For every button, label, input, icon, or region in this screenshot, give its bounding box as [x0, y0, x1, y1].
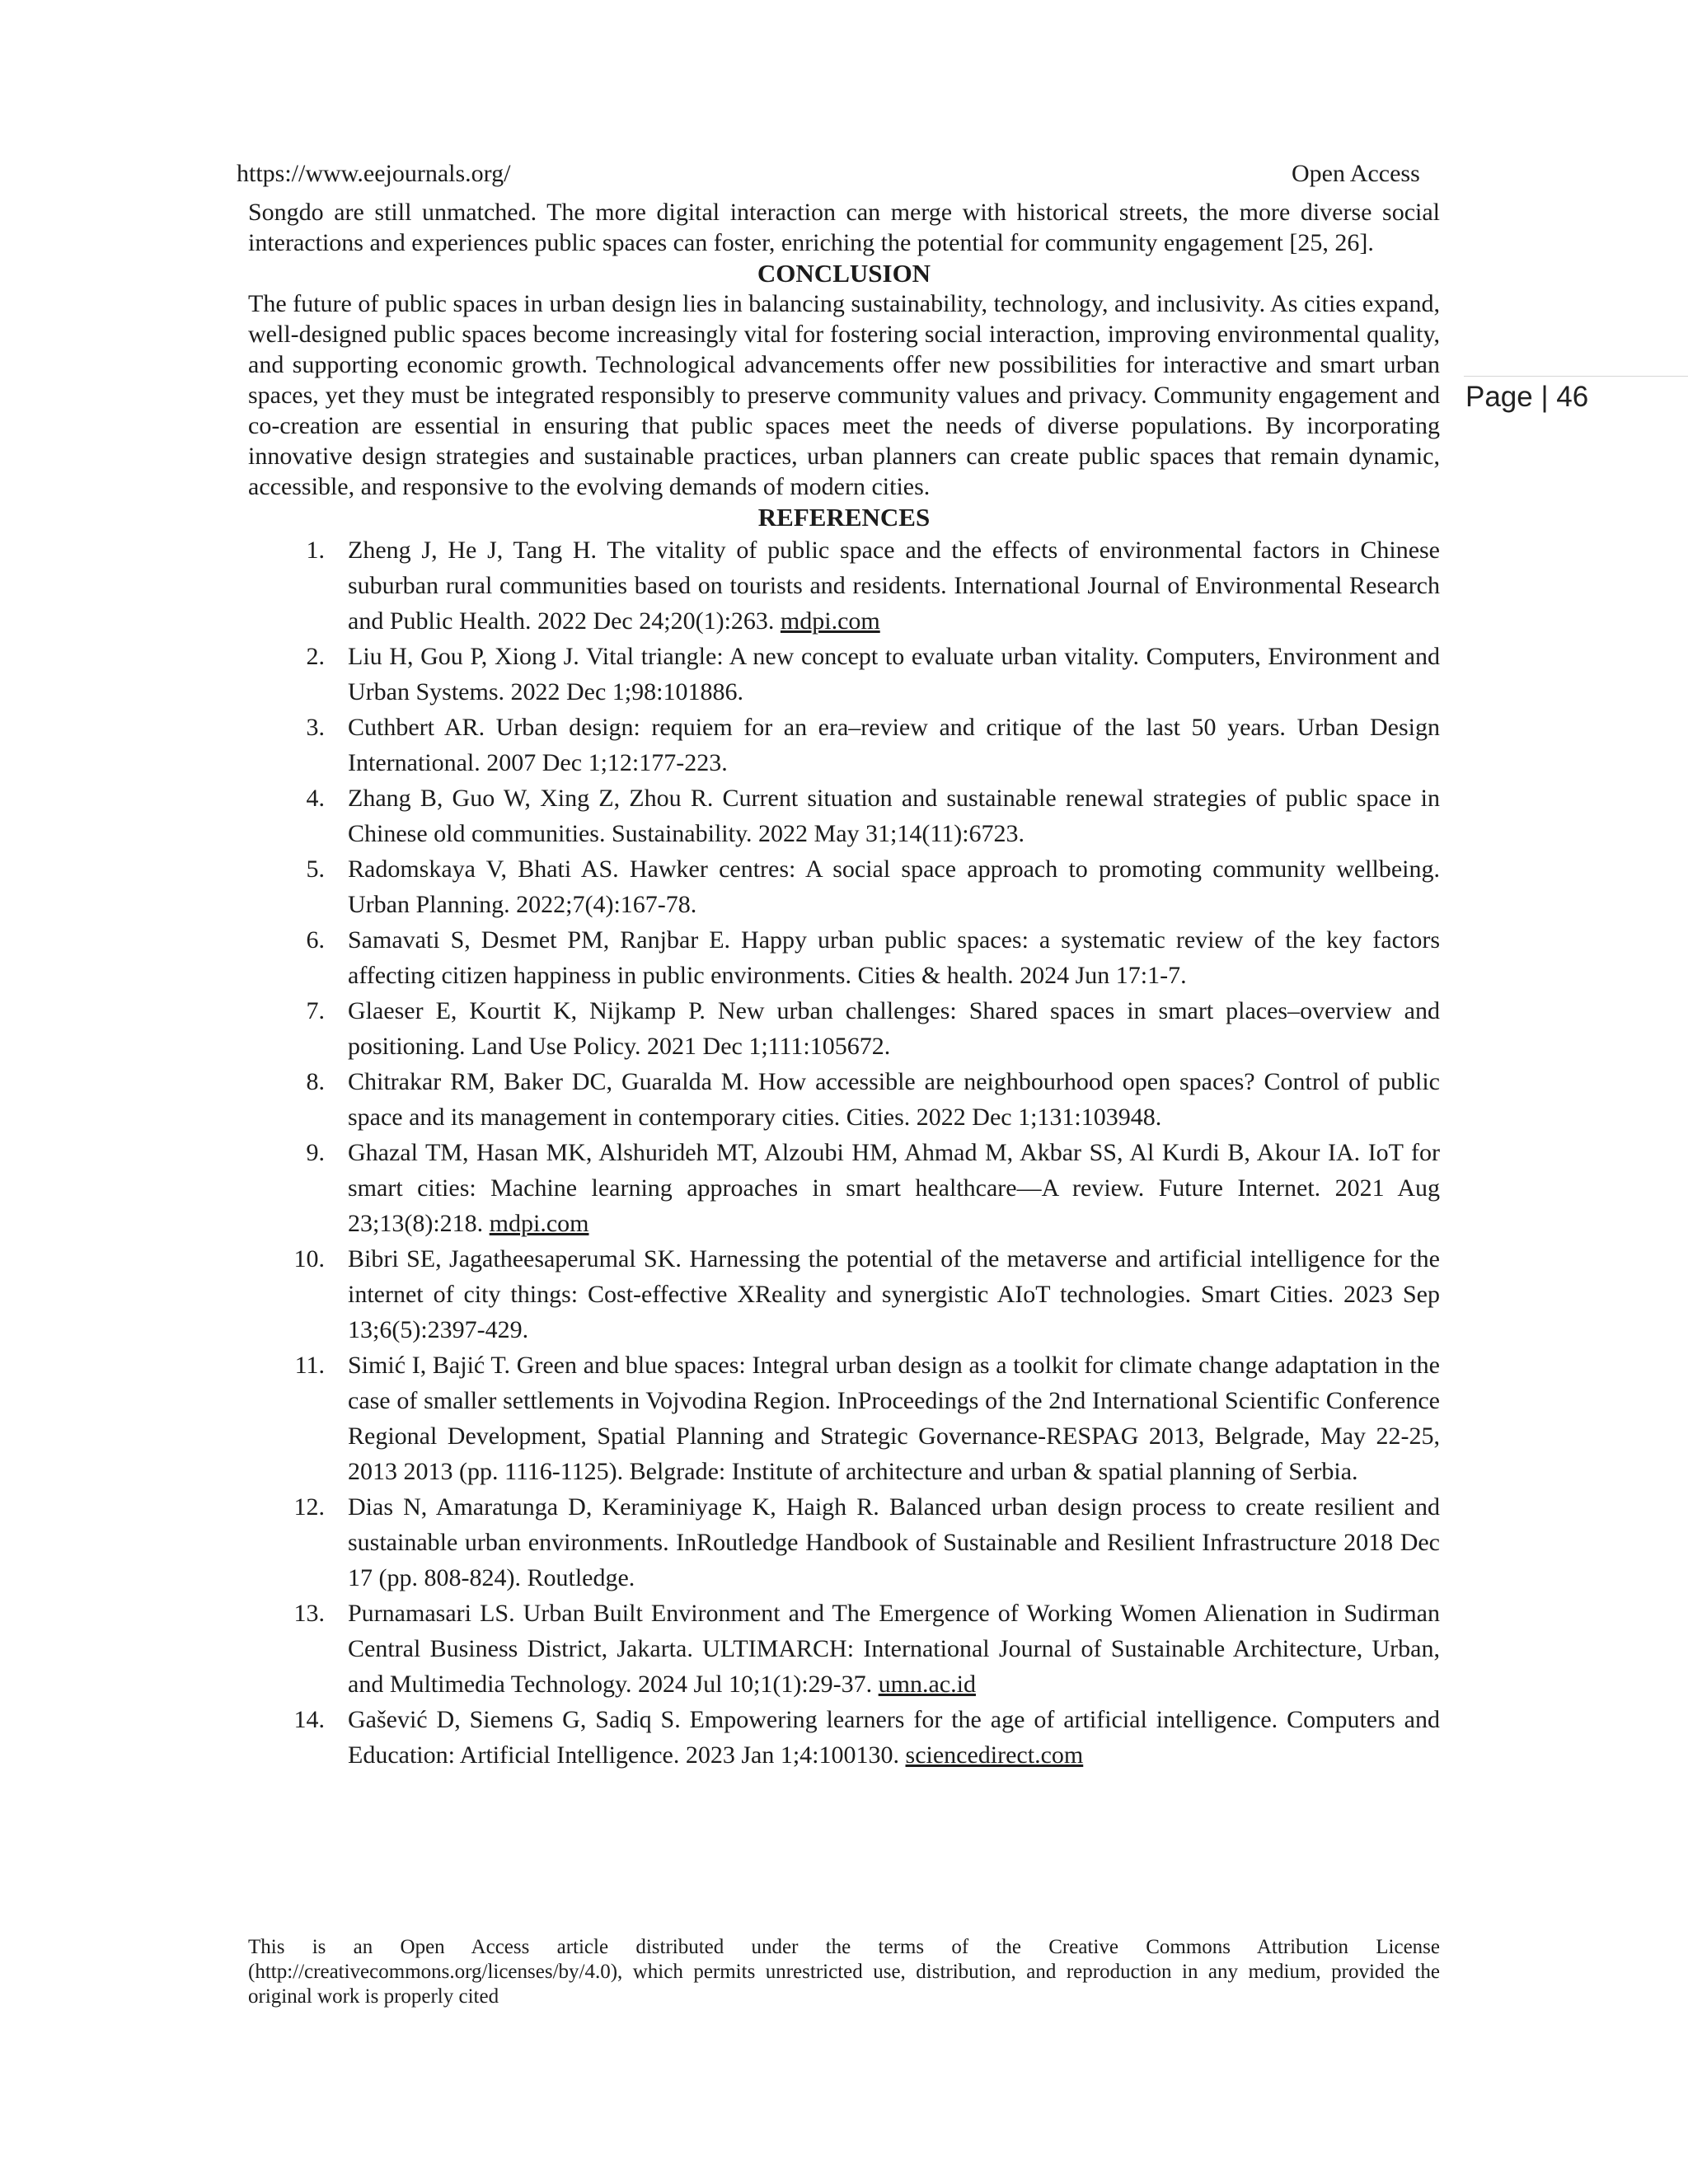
reference-text: Samavati S, Desmet PM, Ranjbar E. Happy urban public spaces: a systematic review of the key factors affecting citizen happiness in public environments. Cities & health. 2024 Jun 17:1-7. [348, 926, 1440, 989]
reference-number: 11. [294, 1352, 325, 1379]
reference-number: 10. [293, 1245, 325, 1272]
reference-link[interactable]: sciencedirect.com [905, 1741, 1084, 1769]
reference-item [248, 1596, 1440, 1702]
intro-paragraph: Songdo are still unmatched. The more digital interaction can merge with historical streets, the more diverse social interactions and experiences public spaces can foster, enriching the potential for community engagement [25, 26]. [248, 199, 1440, 256]
reference-number: 2. [306, 643, 325, 670]
reference-number: 6. [306, 926, 325, 954]
conclusion-heading: CONCLUSION [757, 259, 931, 288]
reference-link[interactable]: mdpi.com [780, 607, 880, 635]
reference-item [248, 851, 1440, 922]
reference-number: 7. [306, 997, 325, 1024]
reference-item [248, 780, 1440, 851]
reference-text: Purnamasari LS. Urban Built Environment and The Emergence of Working Women Alienation in Sudirman Central Business District, Jakarta. ULTIMARCH: International Journal of Sustainable Architecture, Urban, and Multimedia Technology. 2024 Jul 10;1(1):29-37. [348, 1600, 1440, 1698]
reference-item [248, 639, 1440, 710]
reference-number: 5. [306, 855, 325, 883]
reference-text: Gašević D, Siemens G, Sadiq S. Empowering learners for the age of artificial intelligence. Computers and Education: Artificial Intelligence. 2023 Jan 1;4:100130. [348, 1706, 1440, 1769]
reference-item [248, 1241, 1440, 1347]
reference-text: Dias N, Amaratunga D, Keraminiyage K, Haigh R. Balanced urban design process to create resilient and sustainable urban environments. InRoutledge Handbook of Sustainable and Resilient Infrastructure 2018 Dec 17 (pp. 808-824). Routledge. [348, 1493, 1440, 1591]
reference-number: 4. [306, 785, 325, 812]
reference-item [248, 1064, 1440, 1135]
conclusion-paragraph: The future of public spaces in urban design lies in balancing sustainability, technology, and inclusivity. As cities expand, well-designed public spaces become increasingly vital for fostering social interaction, improving environmental quality, and supporting economic growth. Technological advancements offer new possibilities for interactive and smart urban spaces, yet they must be integrated responsibly to preserve community values and privacy. Community engagement and co-creation are essential in ensuring that public spaces meet the needs of diverse populations. By incorporating innovative design strategies and sustainable practices, urban planners can create public spaces that remain dynamic, accessible, and responsive to the evolving demands of modern cities. [248, 290, 1440, 500]
license-footer: This is an Open Access article distributed under the terms of the Creative Commons Attribution License (http://creativecommons.org/licenses/by/4.0), which permits unrestricted use, distribution, and reproduction in any medium, provided the original work is properly cited [248, 1936, 1440, 2008]
reference-number: 13. [293, 1600, 325, 1627]
reference-text: Glaeser E, Kourtit K, Nijkamp P. New urban challenges: Shared spaces in smart places–overview and positioning. Land Use Policy. 2021 Dec 1;111:105672. [348, 997, 1440, 1060]
reference-text: Zheng J, He J, Tang H. The vitality of public space and the effects of environmental factors in Chinese suburban rural communities based on tourists and residents. International Journal of Environmental Research and Public Health. 2022 Dec 24;20(1):263. [348, 537, 1440, 635]
reference-item [248, 710, 1440, 780]
reference-number: 1. [306, 537, 325, 564]
reference-item [248, 532, 1440, 639]
reference-number: 12. [293, 1493, 325, 1521]
reference-item [248, 1702, 1440, 1773]
open-access-label: Open Access [1292, 160, 1420, 187]
reference-text: Radomskaya V, Bhati AS. Hawker centres: A social space approach to promoting community wellbeing. Urban Planning. 2022;7(4):167-78. [348, 855, 1440, 918]
reference-number: 3. [306, 714, 325, 741]
reference-text: Ghazal TM, Hasan MK, Alshurideh MT, Alzoubi HM, Ahmad M, Akbar SS, Al Kurdi B, Akour IA. IoT for smart cities: Machine learning approaches in smart healthcare—A review. Future Internet. 2021 Aug 23;13(8):218. [348, 1139, 1440, 1237]
reference-text: Chitrakar RM, Baker DC, Guaralda M. How accessible are neighbourhood open spaces? Control of public space and its management in contemporary cities. Cities. 2022 Dec 1;131:103948. [348, 1068, 1440, 1131]
reference-text: Bibri SE, Jagatheesaperumal SK. Harnessing the potential of the metaverse and artificial intelligence for the internet of city things: Cost-effective XReality and synergistic AIoT technologies. Smart Cities. 2023 Sep 13;6(5):2397-429. [348, 1245, 1440, 1343]
reference-item [248, 1135, 1440, 1241]
reference-link[interactable]: umn.ac.id [878, 1671, 976, 1698]
page-number-rule [1464, 376, 1688, 377]
reference-text: Cuthbert AR. Urban design: requiem for an era–review and critique of the last 50 years. Urban Design International. 2007 Dec 1;12:177-223. [348, 714, 1440, 776]
reference-item [248, 1347, 1440, 1489]
reference-item [248, 993, 1440, 1064]
reference-number: 9. [306, 1139, 325, 1166]
reference-item [248, 922, 1440, 993]
references-heading: REFERENCES [757, 503, 931, 532]
reference-text: Zhang B, Guo W, Xing Z, Zhou R. Current situation and sustainable renewal strategies of public space in Chinese old communities. Sustainability. 2022 May 31;14(11):6723. [348, 785, 1440, 847]
reference-number: 14. [293, 1706, 325, 1733]
reference-number: 8. [306, 1068, 325, 1095]
journal-url[interactable]: https://www.eejournals.org/ [237, 160, 511, 187]
reference-link[interactable]: mdpi.com [489, 1210, 589, 1237]
page-number: Page | 46 [1465, 381, 1589, 413]
article-body [248, 197, 1440, 1773]
references-list [248, 532, 1440, 1773]
reference-text: Liu H, Gou P, Xiong J. Vital triangle: A new concept to evaluate urban vitality. Computers, Environment and Urban Systems. 2022 Dec 1;98:101886. [348, 643, 1440, 705]
reference-item [248, 1489, 1440, 1596]
reference-text: Simić I, Bajić T. Green and blue spaces: Integral urban design as a toolkit for climate change adaptation in the case of smaller settlements in Vojvodina Region. InProceedings of the 2nd International Scientific Conference Regional Development, Spatial Planning and Strategic Governance-RESPAG 2013, Belgrade, May 22-25, 2013 2013 (pp. 1116-1125). Belgrade: Institute of architecture and urban & spatial planning of Serbia. [348, 1352, 1440, 1485]
